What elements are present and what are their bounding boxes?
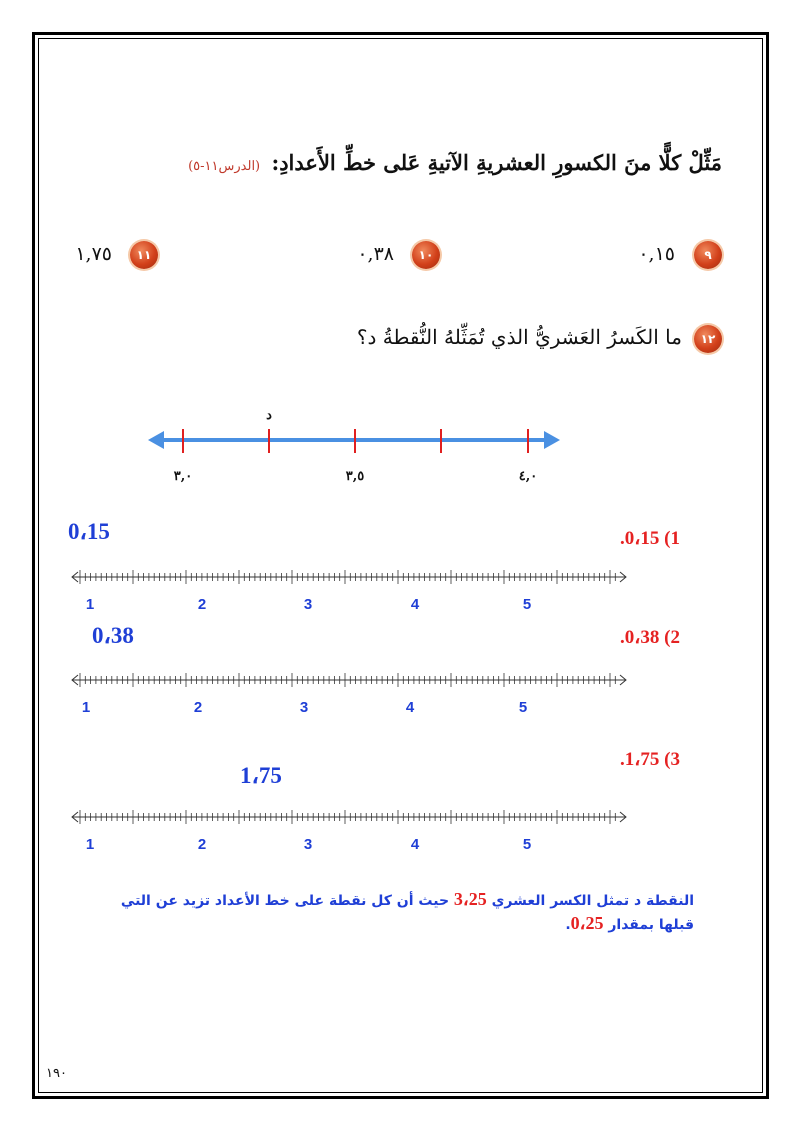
conclusion-text — [94, 888, 694, 936]
lesson-reference: (الدرس١١-٥) — [188, 159, 261, 174]
exercise-instructions — [188, 150, 722, 175]
number-label: 2 — [197, 596, 207, 613]
question-number-badge: ١٢ — [694, 325, 722, 353]
number-label: 1 — [85, 836, 95, 853]
number-label: 3 — [303, 596, 313, 613]
tick-label: ٤,٠ — [518, 469, 538, 484]
answer-value: 0،38 — [92, 623, 134, 648]
right-arrow-icon — [544, 431, 560, 449]
point-number-line — [140, 400, 580, 490]
conclusion-end: . — [565, 917, 571, 933]
number-label: 3 — [299, 699, 309, 716]
answer-number-line — [66, 668, 636, 718]
number-label: 1 — [81, 699, 91, 716]
answer-number-line — [66, 805, 636, 855]
answer-label: .0،38 (2 — [620, 627, 680, 648]
number-label: 3 — [303, 836, 313, 853]
exercise-value: ١,٧٥ — [75, 243, 112, 265]
answer-value: 0،15 — [68, 519, 110, 544]
page-number: ١٩٠ — [46, 1066, 67, 1081]
conclusion-value-1: 3،25 — [453, 889, 487, 909]
exercise-number-badge: ٩ — [694, 241, 722, 269]
tick-label: ٣,٠ — [173, 469, 193, 484]
conclusion-part-2: حيث أن كل نقطة على خط الأعداد تزيد عن التي قبلها بمقدار — [120, 893, 694, 933]
exercise-number-badge: ١٠ — [412, 241, 440, 269]
conclusion-part-1: النقطة د تمثل الكسر العشري — [491, 893, 694, 909]
tick-label: ٣,٥ — [345, 469, 365, 484]
answer-number-line — [66, 565, 636, 615]
number-label: 2 — [193, 699, 203, 716]
exercise-value: ٠,٣٨ — [357, 243, 394, 265]
number-label: 4 — [405, 699, 415, 716]
exercise-number-badge: ١١ — [130, 241, 158, 269]
ticks-group — [72, 570, 626, 584]
ticks-group — [72, 673, 626, 687]
number-label: 4 — [410, 836, 420, 853]
point-d-label: د — [266, 408, 272, 423]
answer-value: 1،75 — [240, 763, 282, 788]
conclusion-value-2: 0،25 — [570, 913, 604, 933]
number-label: 2 — [197, 836, 207, 853]
number-label: 5 — [518, 699, 528, 716]
number-label: 1 — [85, 596, 95, 613]
ticks-group — [72, 810, 626, 824]
left-arrow-icon — [148, 431, 164, 449]
question-text: ما الكَسرُ العَشريُّ الذي تُمَثِّلهُ النُّقطةُ د؟ — [356, 325, 682, 349]
number-label: 4 — [410, 596, 420, 613]
number-label: 5 — [522, 836, 532, 853]
answer-label: .1،75 (3 — [620, 749, 680, 770]
instructions-text: مَثِّلْ كلًّا منَ الكسورِ العشريةِ الآتيةِ عَلى خطِّ الأَعدادِ: — [271, 150, 722, 175]
exercise-value: ٠,١٥ — [638, 243, 675, 265]
number-label: 5 — [522, 596, 532, 613]
answer-label: .0،15 (1 — [620, 528, 680, 549]
